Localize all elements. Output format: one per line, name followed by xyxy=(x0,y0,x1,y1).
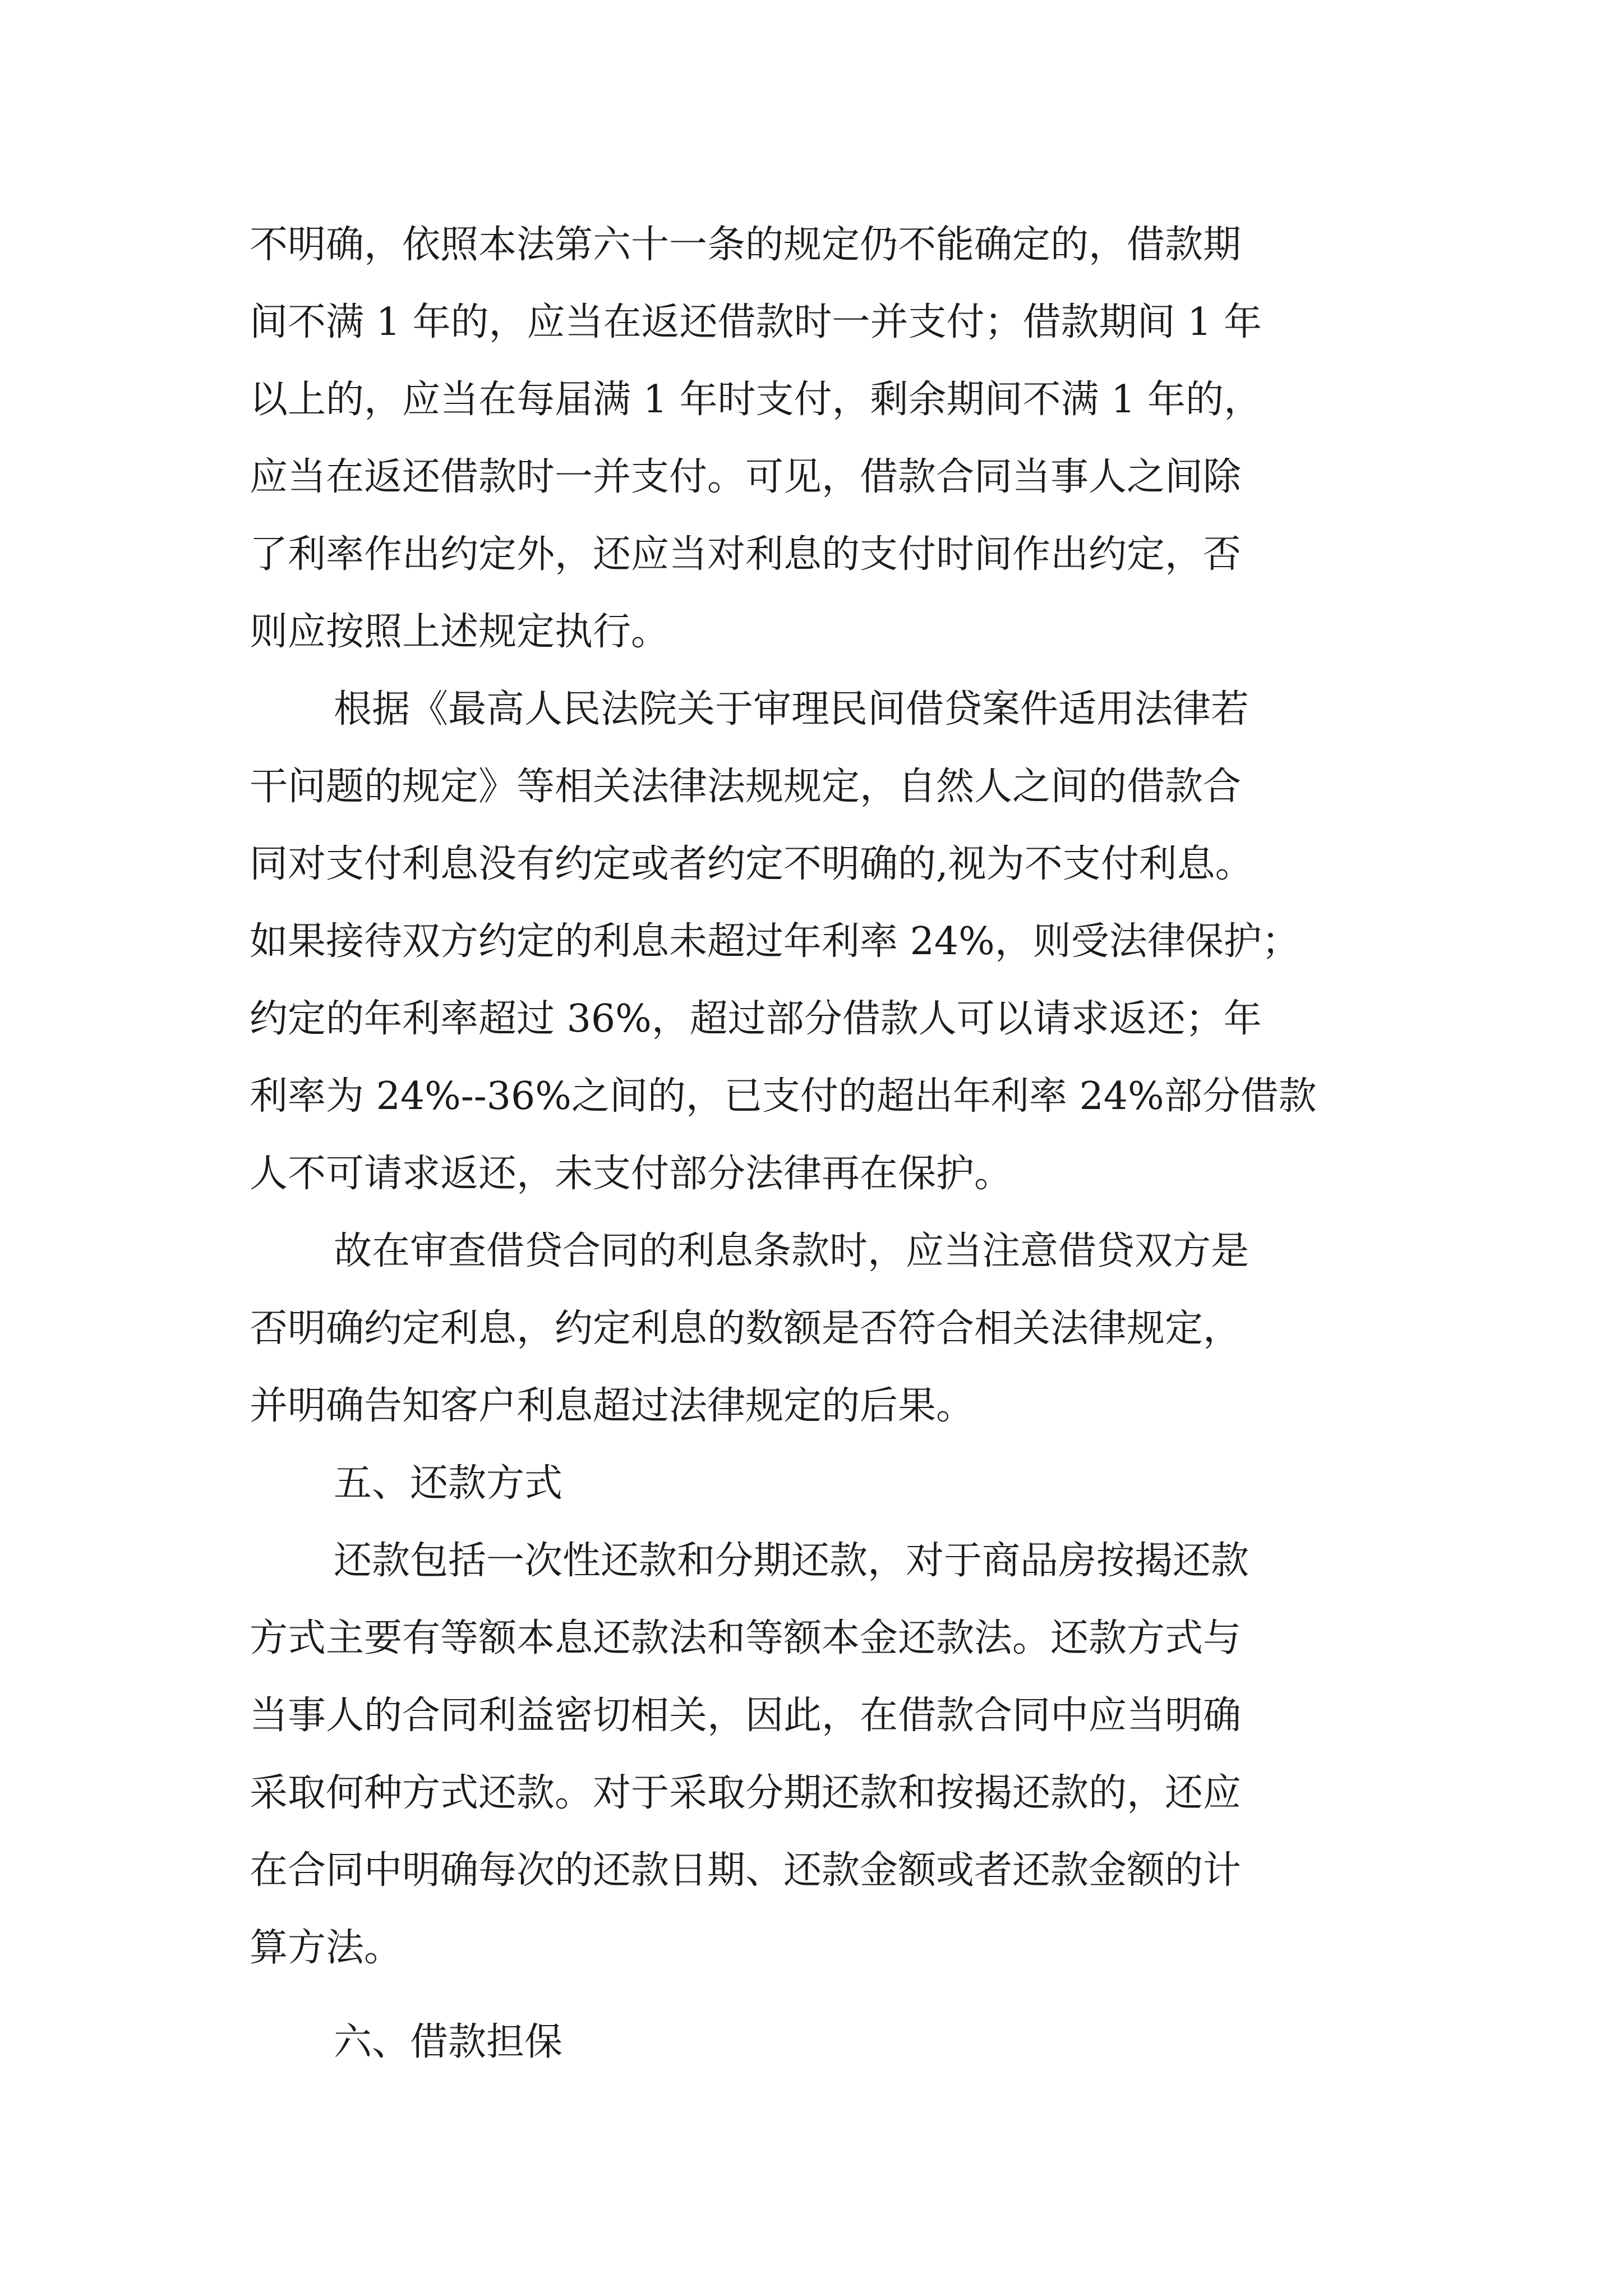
text-line: 还款包括一次性还款和分期还款，对于商品房按揭还款 xyxy=(334,1539,1249,1583)
text-line: 故在审查借贷合同的利息条款时，应当注意借贷双方是 xyxy=(334,1229,1249,1273)
text-line: 应当在返还借款时一并支付。可见，借款合同当事人之间除 xyxy=(250,455,1242,499)
text-line: 同对支付利息没有约定或者约定不明确的,视为不支付利息。 xyxy=(250,842,1253,886)
text-line: 算方法。 xyxy=(250,1926,403,1970)
text-line: 方式主要有等额本息还款法和等额本金还款法。还款方式与 xyxy=(250,1616,1242,1660)
text-line: 在合同中明确每次的还款日期、还款金额或者还款金额的计 xyxy=(250,1848,1242,1893)
text-line: 如果接待双方约定的利息未超过年利率 24%，则受法律保护； xyxy=(250,919,1300,964)
spacer xyxy=(250,1987,1394,2004)
text-line: 根据《最高人民法院关于审理民间借贷案件适用法律若 xyxy=(334,687,1249,731)
text-line: 并明确告知客户利息超过法律规定的后果。 xyxy=(250,1384,975,1428)
paragraph-repayment-method xyxy=(250,1522,1394,1987)
paragraph-interest-payment-time xyxy=(250,206,1394,671)
text-line: 干问题的规定》等相关法律法规规定，自然人之间的借款合 xyxy=(250,765,1242,809)
text-line: 采取何种方式还款。对于采取分期还款和按揭还款的，还应 xyxy=(250,1771,1242,1815)
text-line: 不明确，依照本法第六十一条的规定仍不能确定的，借款期 xyxy=(250,223,1242,267)
text-line: 则应按照上述规定执行。 xyxy=(250,610,670,654)
section-heading-repayment-method: 五、还款方式 xyxy=(334,1461,563,1506)
paragraph-interest-rate-rules xyxy=(250,671,1394,1213)
text-line: 约定的年利率超过 36%，超过部分借款人可以请求返还；年 xyxy=(250,997,1262,1041)
text-line: 人不可请求返还，未支付部分法律再在保护。 xyxy=(250,1152,1013,1196)
text-line: 当事人的合同利益密切相关，因此，在借款合同中应当明确 xyxy=(250,1694,1242,1738)
paragraph-interest-review xyxy=(250,1213,1394,1445)
text-line: 利率为 24%--36%之间的，已支付的超出年利率 24%部分借款 xyxy=(250,1074,1317,1119)
text-line: 了利率作出约定外，还应当对利息的支付时间作出约定，否 xyxy=(250,532,1242,577)
text-line: 以上的，应当在每届满 1 年时支付，剩余期间不满 1 年的， xyxy=(250,378,1262,422)
section-heading-loan-guarantee: 六、借款担保 xyxy=(334,2020,563,2064)
text-line: 间不满 1 年的，应当在返还借款时一并支付；借款期间 1 年 xyxy=(250,300,1262,344)
text-line: 否明确约定利息，约定利息的数额是否符合相关法律规定， xyxy=(250,1306,1242,1351)
document-body xyxy=(250,206,1394,2081)
